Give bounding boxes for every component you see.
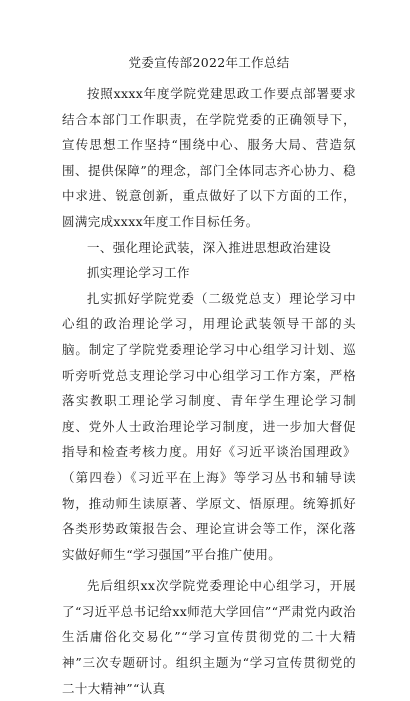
body-paragraph: 扎实抓好学院党委（二级党总支）理论学习中心组的政治理论学习，用理论武装领导干部的头脑。制定了学院党委理论学习中心组学习计划、巡听旁听党总支理论学习中心组学习工作方案，严格落实教职工理论学习制度、青年学生理论学习制度、党外人士政治理论学习制度，进一步加大督促指导和检查考核力度。用好《习近平谈治国理政》（第四卷）《习近平在上海》等学习丛书和辅导读物，推动师生读原著、学原文、悟原理。统筹抓好各类形势政策报告会、理论宣讲会等工作，深化落实做好师生“学习强国”平台推广使用。 [62, 290, 356, 562]
intro-paragraph: 按照xxxx年度学院党建思政工作要点部署要求结合本部门工作职责，在学院党委的正确领导下，宣传思想工作坚持“围绕中心、服务大局、营造氛围、提供保障”的理念，部门全体同志齐心协力、稳中求进、锐意创新，重点做好了以下方面的工作，圆满完成xxxx年度工作目标任务。 [62, 86, 356, 229]
section-heading: 一、强化理论武装，深入推进思想政治建设 [87, 239, 332, 255]
body-paragraph: 先后组织xx次学院党委理论中心组学习，开展了“习近平总书记给xx师范大学回信”“严肃党内政治生活庸俗化交易化”“学习宣传贯彻党的二十大精神”三次专题研讨。组织主题为“学习宣传贯彻党的二十大精神”“认真 [62, 578, 356, 696]
document-title: 党委宣传部2022年工作总结 [128, 55, 290, 70]
subsection-heading: 抓实理论学习工作 [87, 265, 190, 281]
